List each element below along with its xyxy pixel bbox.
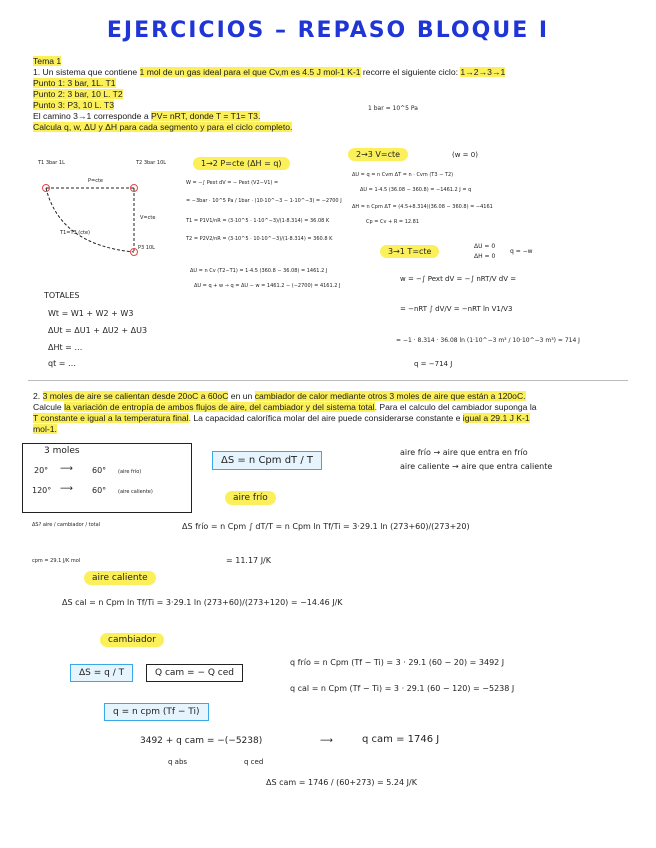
sum-eq: 3492 + q cam = −(−5238): [140, 736, 263, 746]
seg31-label: 3→1 T=cte: [380, 245, 439, 258]
row1-note: (aire frío): [118, 469, 142, 475]
airefrio-eq: ΔS frío = n Cpm ∫ dT/T = n Cpm ln Tf/Ti = 3·29.1 ln (273+60)/(273+20): [182, 522, 470, 531]
pcte-label: P=cte: [88, 178, 103, 184]
seg31-dh: ΔH = 0: [474, 253, 496, 260]
legend2: aire caliente → aire que entra caliente: [400, 462, 553, 471]
tema-heading: Tema 1: [33, 56, 62, 66]
sum-res: q cam = 1746 J: [362, 734, 440, 745]
cambiador-label: cambiador: [100, 633, 164, 647]
sum-sub2: q ced: [244, 758, 264, 766]
t1t3-label: T1=T3 (cte): [60, 230, 90, 236]
page-title: EJERCICIOS – REPASO BLOQUE I: [106, 18, 550, 43]
entropy-formula-box: ΔS = n Cpm dT / T: [212, 451, 322, 470]
legend1: aire frío → aire que entra en frío: [400, 448, 528, 457]
problem2-line4: mol-1.: [33, 424, 57, 434]
p3-label: P3 10L: [138, 245, 155, 251]
seg31-qw: q = −w: [510, 248, 533, 255]
totales-label: TOTALES: [44, 291, 80, 300]
p1-label: T1 3bar 1L: [38, 160, 65, 166]
problem2-line3: T constante e igual a la temperatura final. La capacidad calorífica molar del aire puede considerarse constante e igual a 29.1 J K-1: [33, 413, 530, 423]
qcal-eq: q cal = n Cpm (Tf − Ti) = 3 · 29.1 (60 − 120) = −5238 J: [290, 684, 515, 693]
seg23-l3: ΔH = n Cpm ΔT = (4.5+8.314)(36.08 − 360.8) = −4161: [352, 204, 493, 210]
seg12-l3: T1 = P1V1/nR = (3·10^5 · 1·10^−3)/(1·8.314) = 36.08 K: [186, 218, 330, 224]
row2-to: 60°: [92, 486, 107, 495]
airefrio-res: = 11.17 J/K: [226, 556, 271, 565]
row1-to: 60°: [92, 466, 107, 475]
arrow1: ⟶: [60, 464, 73, 474]
row1-from: 20°: [34, 466, 49, 475]
p2-label: T2 3bar 10L: [136, 160, 167, 166]
bar-note: 1 bar = 10^5 Pa: [368, 105, 418, 112]
seg12-l2: = −3bar · 10^5 Pa / 1bar · (10·10^−3 − 1·10^−3) = −2700 J: [186, 198, 342, 204]
seg23-l2: ΔU = 1·4.5 (36.08 − 360.8) = −1461.2 J = q: [360, 187, 472, 193]
airecal-eq: ΔS cal = n Cpm ln Tf/Ti = 3·29.1 ln (273+60)/(273+120) = −14.46 J/K: [62, 598, 343, 607]
seg12-l6: ΔU = q + w → q = ΔU − w = 1461.2 − (−2700) = 4161.2 J: [194, 283, 341, 289]
seg23-l4: Cp = Cv + R = 12.81: [366, 219, 420, 225]
problem2-line1: 2. 3 moles de aire se calientan desde 20oC a 60oC en un cambiador de calor mediante otros 3 moles de aire que están a 120oC.: [33, 391, 526, 401]
airecal-label: aire caliente: [84, 571, 156, 585]
problem2-line2: Calcule la variación de entropía de ambos flujos de aire, del cambiador y del sistema total. Para el calculo del cambiador suponga la: [33, 402, 537, 412]
airefrio-label: aire frío: [225, 491, 276, 505]
qfrio-eq: q frío = n Cpm (Tf − Ti) = 3 · 29.1 (60 − 20) = 3492 J: [290, 658, 505, 667]
totales-wt: Wt = W1 + W2 + W3: [48, 309, 134, 318]
arrow2: ⟶: [60, 484, 73, 494]
calcula-line: Calcula q, w, ΔU y ΔH para cada segmento y para el ciclo completo.: [33, 122, 293, 132]
seg31-l1: w = −∫ Pext dV = −∫ nRT/V dV =: [400, 275, 517, 283]
box-ds: ΔS = q / T: [70, 664, 133, 682]
seg31-l3: = −1 · 8.314 · 36.08 ln (1·10^−3 m³ / 10·10^−3 m³) = 714 J: [396, 337, 580, 344]
punto2: Punto 2: 3 bar, 10 L. T2: [33, 89, 123, 99]
row2-from: 120°: [32, 486, 52, 495]
final-eq: ΔS cam = 1746 / (60+273) = 5.24 J/K: [266, 778, 417, 787]
seg23-l1: ΔU = q = n Cvm ΔT = n · Cvm (T3 − T2): [352, 172, 454, 178]
sum-arrow: ⟶: [320, 736, 333, 746]
punto1: Punto 1: 3 bar, 1L. T1: [33, 78, 116, 88]
seg31-l4: q = −714 J: [414, 360, 453, 368]
box-q: q = n cpm (Tf − Ti): [104, 703, 209, 721]
seg12-l4: T2 = P2V2/nR = (3·10^5 · 10·10^−3)/(1·8.314) = 360.8 K: [186, 236, 333, 242]
seg23-label: 2→3 V=cte: [348, 148, 408, 161]
box-qcam: Q cam = − Q ced: [146, 664, 243, 682]
ds-note: ΔS? aire / cambiador / total: [32, 522, 101, 528]
pv-diagram: [30, 150, 165, 270]
seg31-l2: = −nRT ∫ dV/V = −nRT ln V1/V3: [400, 305, 513, 313]
moles-title: 3 moles: [44, 446, 80, 456]
row2-note: (aire caliente): [118, 489, 153, 495]
seg31-du: ΔU = 0: [474, 243, 496, 250]
totales-qt: qt = …: [48, 359, 77, 368]
camino-line: El camino 3→1 corresponde a PV= nRT, donde T = T1= T3.: [33, 111, 261, 121]
punto3: Punto 3: P3, 10 L. T3: [33, 100, 115, 110]
seg12-l5: ΔU = n Cv (T2−T1) = 1·4.5 (360.8 − 36.08) = 1461.2 J: [190, 268, 328, 274]
vcte-label: V=cte: [140, 215, 156, 221]
problem1-line1: 1. Un sistema que contiene 1 mol de un gas ideal para el que Cv,m es 4.5 J mol-1 K-1 recorre el siguiente ciclo: 1→2→3→1: [33, 67, 506, 77]
seg23-w0: (w = 0): [452, 151, 478, 159]
cpm-note: cpm = 29.1 J/K mol: [32, 558, 81, 564]
totales-ht: ΔHt = …: [48, 343, 83, 352]
divider: [28, 380, 628, 381]
sum-sub1: q abs: [168, 758, 188, 766]
seg12-l1: W = −∫ Pext dV = − Pext (V2−V1) =: [186, 180, 279, 186]
totales-ut: ΔUt = ΔU1 + ΔU2 + ΔU3: [48, 326, 148, 335]
seg12-label: 1→2 P=cte (ΔH = q): [193, 157, 290, 170]
